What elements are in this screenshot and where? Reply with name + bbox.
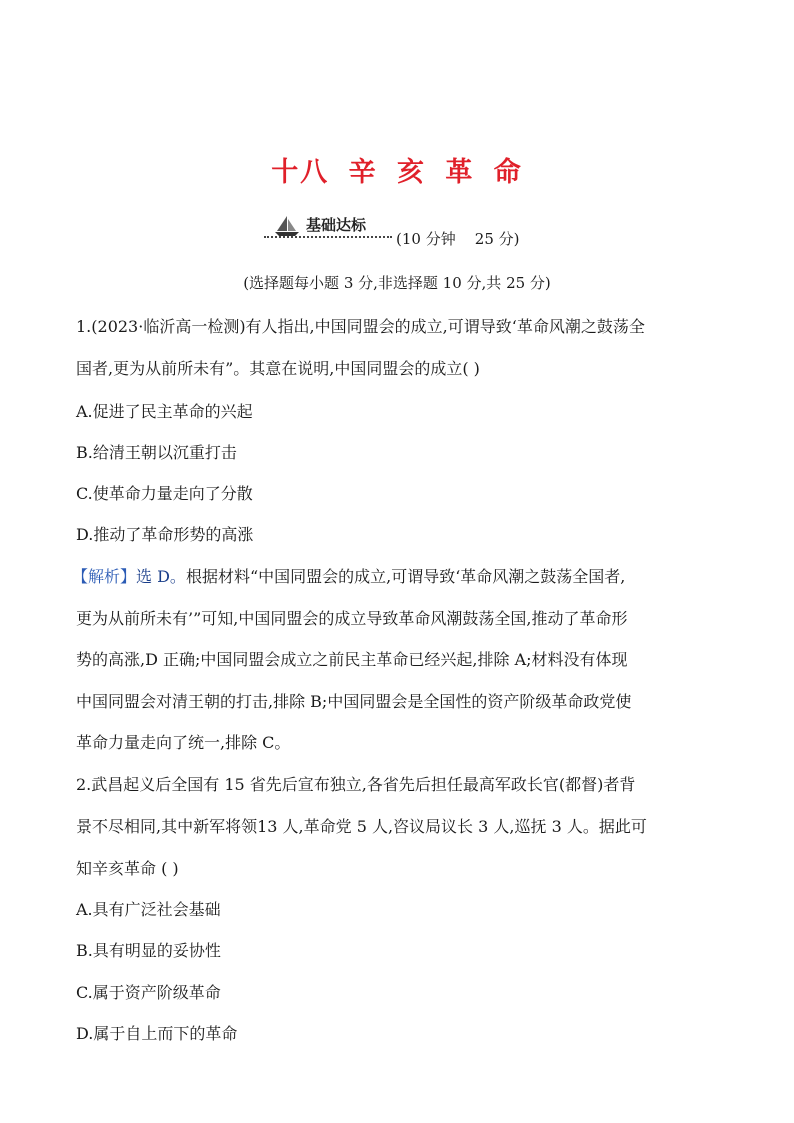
q1-analysis-line3: 势的高涨,D 正确;中国同盟会成立之前民主革命已经兴起,排除 A;材料没有体现 [76, 650, 628, 669]
q1-option-c: C.使革命力量走向了分散 [76, 484, 253, 503]
q1-option-b: B.给清王朝以沉重打击 [76, 443, 237, 462]
q2-stem-line2: 景不尽相同,其中新军将领13 人,革命党 5 人,咨议局议长 3 人,巡抚 3 人。据此可 [76, 817, 647, 836]
q1-analysis-line5: 革命力量走向了统一,排除 C。 [76, 733, 291, 752]
analysis-answer: 选 D。 [136, 567, 186, 586]
analysis-text: 根据材料“中国同盟会的成立,可谓导致‘革命风潮之鼓荡全国者, [185, 567, 626, 586]
analysis-tag: 【解析】 [72, 567, 137, 586]
section-timing: (10 分钟 25 分) [396, 230, 520, 248]
q2-option-b: B.具有明显的妥协性 [76, 941, 221, 960]
q2-option-c: C.属于资产阶级革命 [76, 983, 221, 1002]
section-label: 基础达标 [306, 216, 367, 234]
sailboat-icon [274, 214, 300, 238]
q1-analysis-line4: 中国同盟会对清王朝的打击,排除 B;中国同盟会是全国性的资产阶级革命政党使 [76, 692, 632, 711]
q1-option-a: A.促进了民主革命的兴起 [76, 402, 253, 421]
q2-option-d: D.属于自上而下的革命 [76, 1024, 238, 1043]
q1-analysis-line1 [72, 564, 722, 587]
section-badge [262, 210, 396, 246]
dotted-underline [264, 236, 392, 238]
score-note: (选择题每小题 3 分,非选择题 10 分,共 25 分) [243, 274, 551, 292]
q1-analysis-line2: 更为从前所未有’”可知,中国同盟会的成立导致革命风潮鼓荡全国,推动了革命形 [76, 609, 628, 628]
q1-option-d: D.推动了革命形势的高涨 [76, 525, 254, 544]
q2-stem-line3: 知辛亥革命 ( ) [76, 859, 179, 878]
q2-stem-line1: 2.武昌起义后全国有 15 省先后宣布独立,各省先后担任最高军政长官(都督)者背 [76, 775, 636, 794]
section-header [0, 210, 794, 250]
q1-stem-line1: 1.(2023·临沂高一检测)有人指出,中国同盟会的成立,可谓导致‘革命风潮之鼓荡全 [76, 317, 645, 336]
lesson-title: 十八 辛 亥 革 命 [271, 157, 523, 188]
q2-option-a: A.具有广泛社会基础 [76, 900, 221, 919]
q1-stem-line2: 国者,更为从前所未有”。其意在说明,中国同盟会的成立( ) [76, 359, 480, 378]
